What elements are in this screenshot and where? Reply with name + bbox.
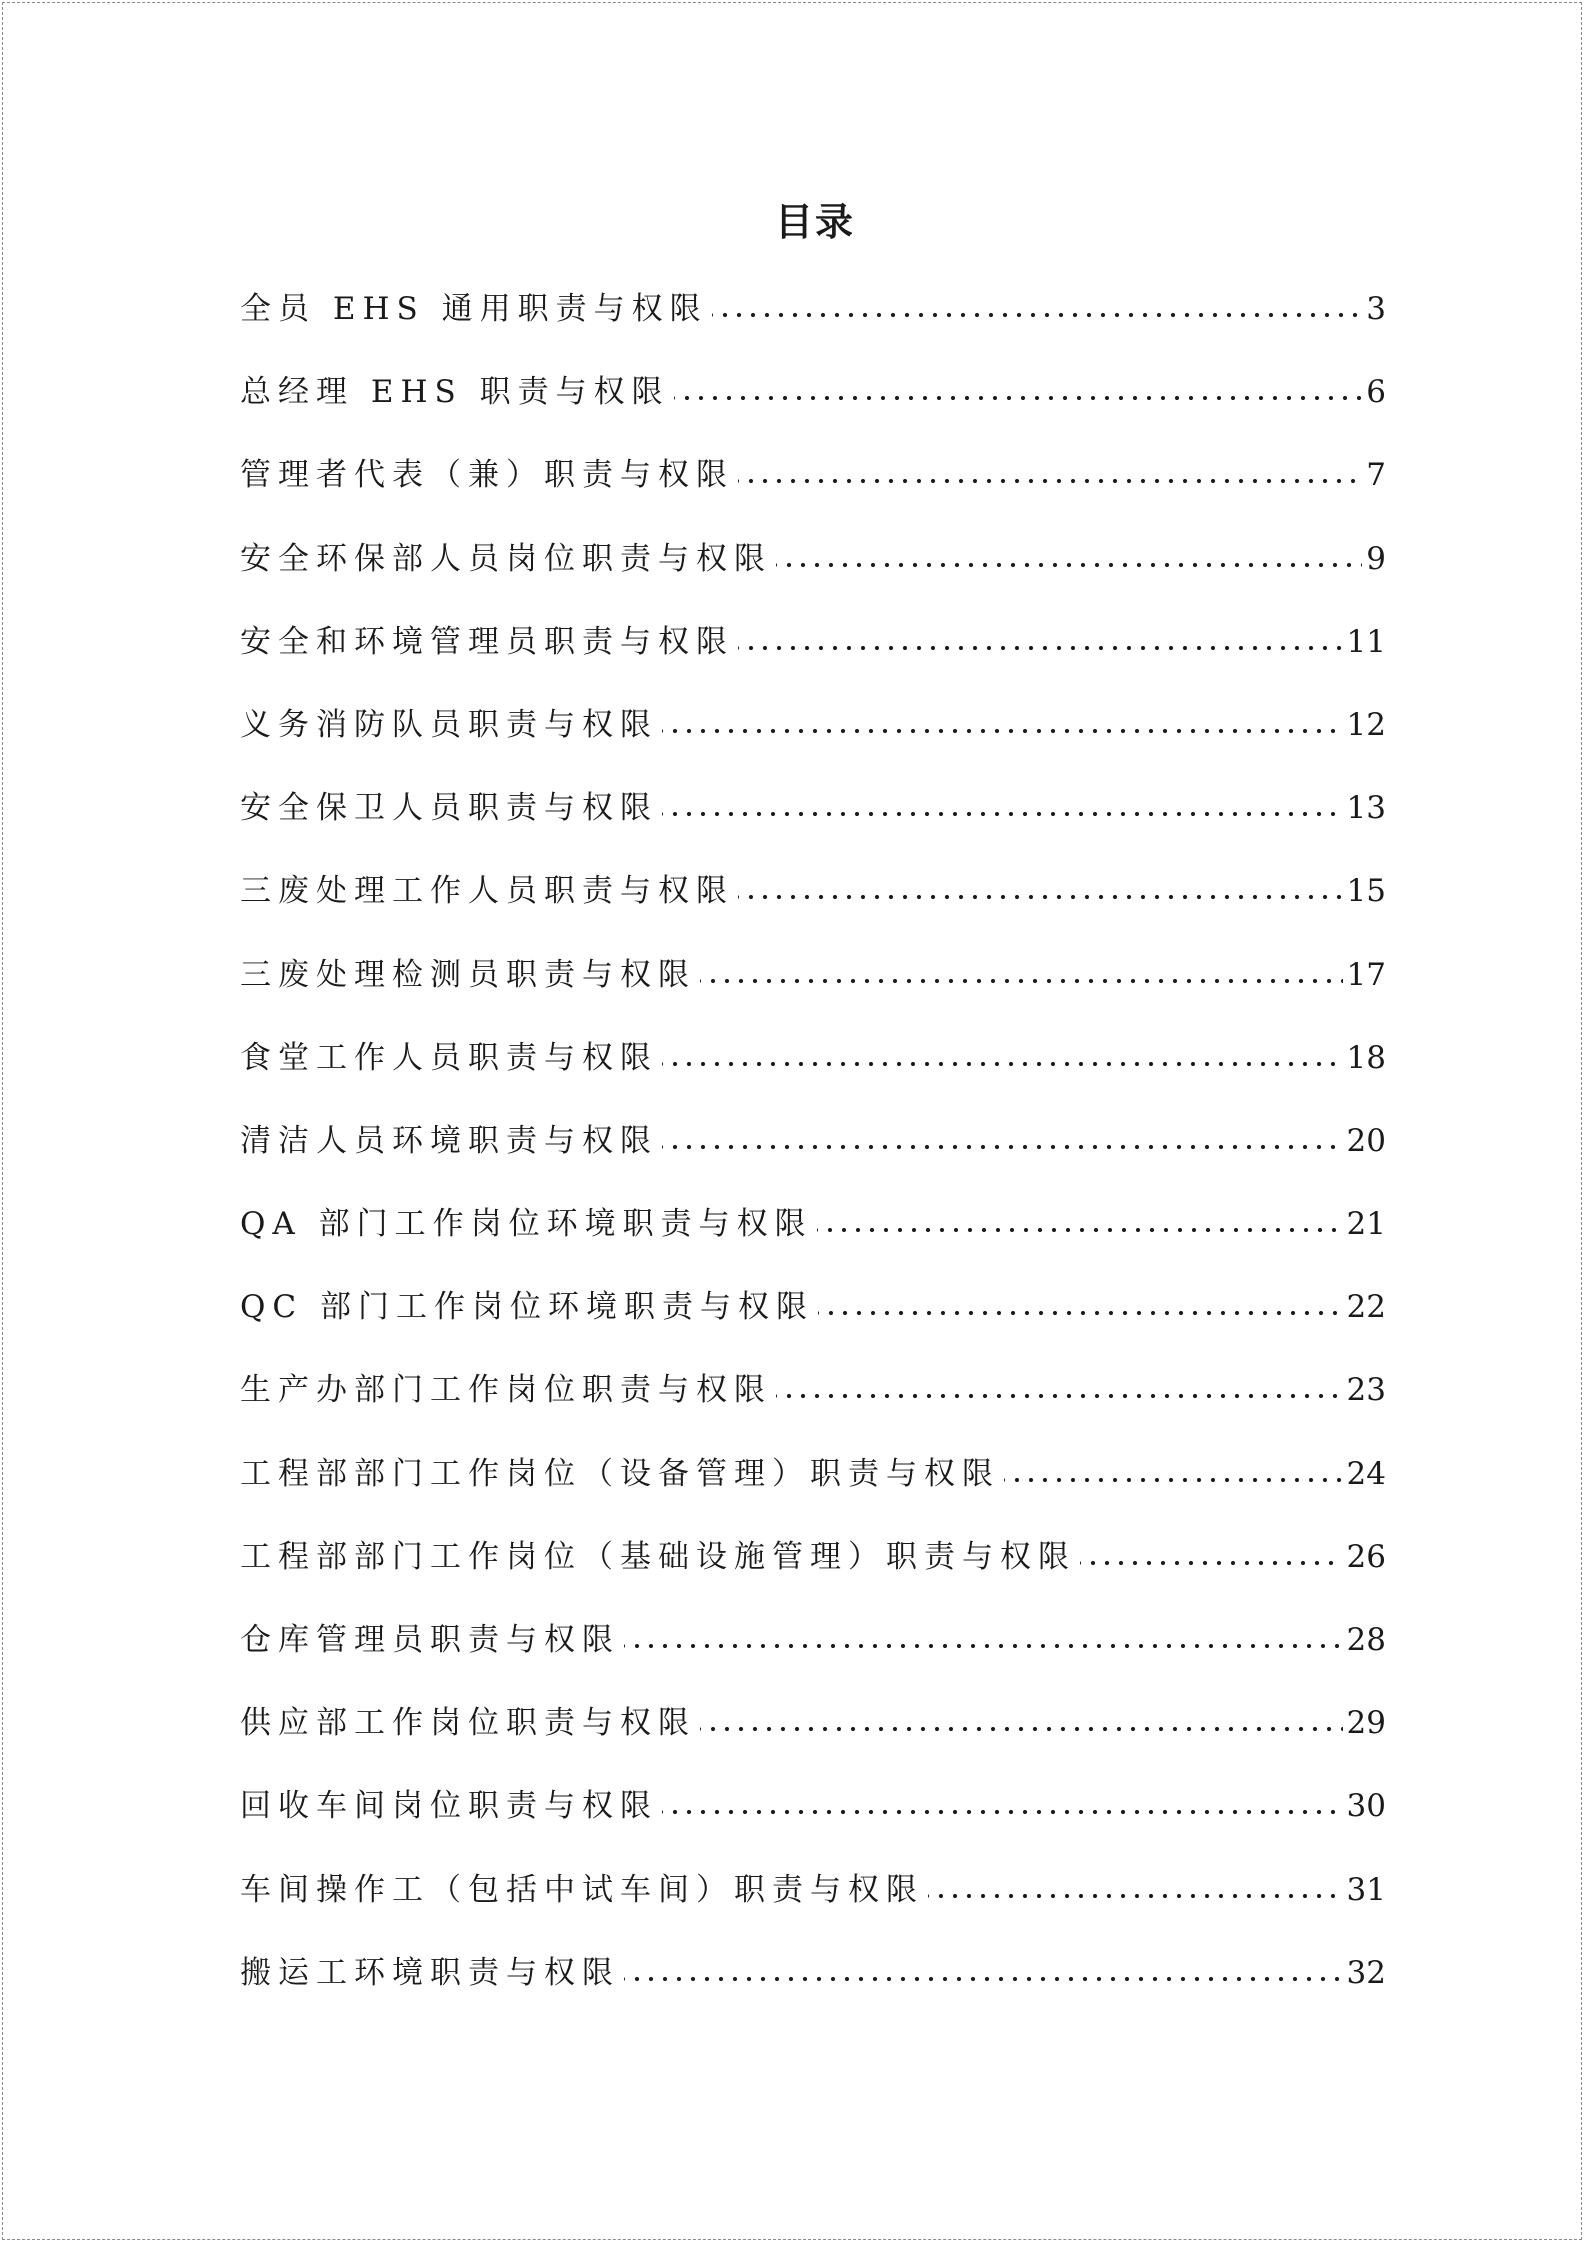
toc-dot-leader (662, 1143, 1343, 1151)
toc-entry-page-number: 28 (1346, 1622, 1386, 1658)
toc-entry[interactable] (240, 1111, 1386, 1194)
toc-entry-page-number: 7 (1366, 457, 1386, 494)
toc-entry[interactable] (240, 1028, 1386, 1111)
toc-entry[interactable] (240, 1693, 1386, 1776)
toc-entry-label: 工程部部门工作岗位（设备管理）职责与权限 (240, 1455, 1000, 1492)
toc-entry-label: 全员 EHS 通用职责与权限 (240, 291, 708, 327)
toc-entry-page-number: 23 (1346, 1372, 1386, 1409)
toc-entry-label: 生产办部门工作岗位职责与权限 (240, 1372, 772, 1409)
toc-entry-page-number: 32 (1346, 1954, 1386, 1991)
toc-dot-leader (1080, 1559, 1343, 1567)
toc-dot-leader (712, 311, 1362, 319)
toc-entry-label: 安全环保部人员岗位职责与权限 (240, 540, 772, 577)
toc-entry-label: 管理者代表（兼）职责与权限 (240, 457, 734, 494)
toc-entry-label: 车间操作工（包括中试车间）职责与权限 (240, 1871, 924, 1908)
toc-dot-leader (662, 1808, 1343, 1816)
toc-entry-label: QC 部门工作岗位环境职责与权限 (240, 1289, 814, 1326)
toc-dot-leader (738, 644, 1343, 652)
toc-entry[interactable] (240, 1943, 1386, 2026)
toc-entry-label: 供应部工作岗位职责与权限 (240, 1705, 696, 1742)
toc-entry-page-number: 21 (1346, 1206, 1386, 1243)
toc-entry-page-number: 18 (1346, 1039, 1386, 1076)
toc-entry-label: QA 部门工作岗位环境职责与权限 (240, 1206, 813, 1243)
toc-entry[interactable] (240, 1527, 1386, 1610)
toc-dot-leader (738, 477, 1362, 485)
toc-dot-leader (674, 394, 1362, 402)
toc-entry[interactable] (240, 861, 1386, 944)
toc-entry[interactable] (240, 279, 1386, 362)
toc-entry-page-number: 17 (1346, 956, 1386, 993)
toc-entry-page-number: 9 (1366, 540, 1386, 577)
toc-entry-label: 三废处理检测员职责与权限 (240, 956, 696, 993)
toc-entry-label: 仓库管理员职责与权限 (240, 1622, 620, 1658)
toc-entry-label: 回收车间岗位职责与权限 (240, 1788, 658, 1825)
toc-entry-page-number: 15 (1346, 873, 1386, 910)
toc-entry-page-number: 22 (1346, 1289, 1386, 1326)
toc-dot-leader (928, 1892, 1343, 1900)
toc-dot-leader (776, 561, 1362, 569)
toc-entry-label: 安全保卫人员职责与权限 (240, 790, 658, 827)
toc-entry[interactable] (240, 445, 1386, 528)
toc-entry-label: 工程部部门工作岗位（基础设施管理）职责与权限 (240, 1538, 1076, 1575)
toc-dot-leader (700, 1725, 1343, 1733)
toc-entry-page-number: 31 (1346, 1871, 1386, 1908)
toc-entry-label: 搬运工环境职责与权限 (240, 1954, 620, 1991)
toc-entry-page-number: 20 (1346, 1122, 1386, 1159)
toc-entry-page-number: 3 (1366, 291, 1386, 327)
toc-title: 目录 (774, 199, 855, 244)
toc-entry-label: 义务消防队员职责与权限 (240, 706, 658, 743)
toc-entry[interactable] (240, 1610, 1386, 1693)
toc-entry[interactable] (240, 612, 1386, 695)
toc-entry[interactable] (240, 1860, 1386, 1943)
toc-entry-label: 安全和环境管理员职责与权限 (240, 623, 734, 660)
toc-dot-leader (738, 893, 1343, 901)
toc-entry[interactable] (240, 1194, 1386, 1277)
toc-dot-leader (1004, 1476, 1343, 1484)
toc-entry-page-number: 30 (1346, 1788, 1386, 1825)
toc-entry-page-number: 29 (1346, 1705, 1386, 1742)
toc-entry-label: 总经理 EHS 职责与权限 (240, 374, 670, 411)
toc-entry-label: 清洁人员环境职责与权限 (240, 1122, 658, 1159)
toc-entry-page-number: 13 (1346, 790, 1386, 827)
toc-entry-page-number: 11 (1346, 623, 1386, 660)
toc-dot-leader (776, 1392, 1343, 1400)
toc-dot-leader (662, 1060, 1343, 1068)
toc-dot-leader (624, 1642, 1343, 1650)
toc-dot-leader (662, 727, 1343, 735)
toc-entry[interactable] (240, 1776, 1386, 1859)
toc-entry-page-number: 12 (1346, 706, 1386, 743)
toc-entry[interactable] (240, 778, 1386, 861)
toc-dot-leader (817, 1226, 1343, 1234)
toc-dot-leader (624, 1975, 1343, 1983)
toc-dot-leader (818, 1309, 1343, 1317)
toc-entry-page-number: 6 (1366, 374, 1386, 411)
toc-entry[interactable] (240, 529, 1386, 612)
toc-dot-leader (662, 810, 1343, 818)
toc-entry-page-number: 26 (1346, 1538, 1386, 1575)
toc-entry-page-number: 24 (1346, 1455, 1386, 1492)
toc-entry-label: 三废处理工作人员职责与权限 (240, 873, 734, 910)
toc-entry[interactable] (240, 1360, 1386, 1443)
toc-entry[interactable] (240, 1277, 1386, 1360)
toc-entry[interactable] (240, 362, 1386, 445)
toc-list (240, 279, 1386, 2026)
toc-entry[interactable] (240, 695, 1386, 778)
toc-dot-leader (700, 977, 1343, 985)
toc-entry-label: 食堂工作人员职责与权限 (240, 1039, 658, 1076)
toc-entry[interactable] (240, 1444, 1386, 1527)
toc-entry[interactable] (240, 945, 1386, 1028)
